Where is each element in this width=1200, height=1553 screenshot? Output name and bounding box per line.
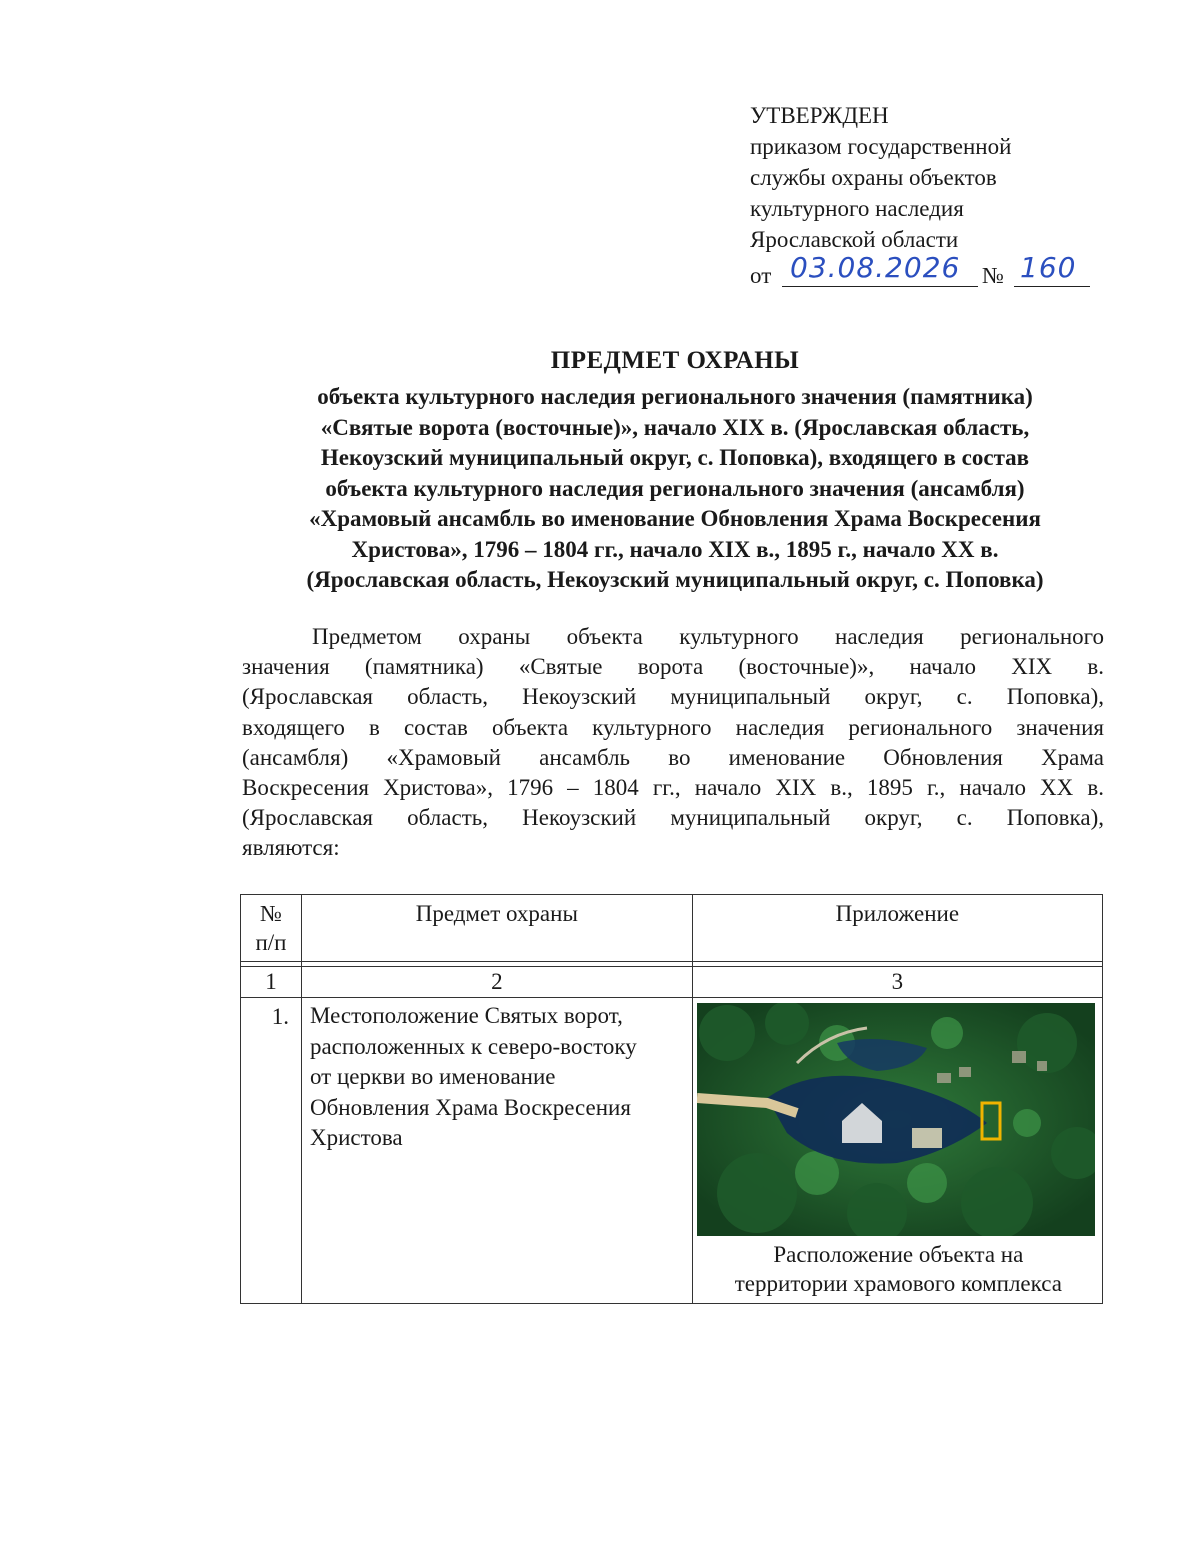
subject-line: Местоположение Святых ворот, (309, 1003, 623, 1028)
caption-line: территории храмового комплекса (734, 1271, 1062, 1296)
body-line: значения (памятника) «Святые ворота (восточные)», начало XIX в. (242, 654, 1104, 680)
subject-line: расположенных к северо-востоку (309, 1033, 637, 1059)
body-line: Предметом охраны объекта культурного наследия регионального (312, 624, 1104, 649)
handwritten-number: 160 (1020, 251, 1077, 284)
title-line: (Ярославская область, Некоузский муниципальный округ, с. Поповка) (306, 567, 1044, 592)
header-cell-number (241, 895, 302, 962)
row-number-cell: 1. (241, 998, 302, 1304)
title-line: объекта культурного наследия регионального значения (ансамбля) (325, 475, 1025, 501)
subject-line: от церкви во именование (309, 1064, 556, 1089)
approval-block (750, 100, 1130, 290)
number-underline (1014, 251, 1090, 287)
body-line: Воскресения Христова», 1796 – 1804 гг., начало XIX в., 1895 г., начало XX в. (242, 775, 1104, 801)
title-main: ПРЕДМЕТ ОХРАНЫ (550, 347, 800, 374)
body-line: являются: (242, 835, 340, 861)
column-number-cell: 1 (241, 967, 302, 998)
header-number-line: п/п (255, 930, 287, 955)
header-number-line: № (260, 901, 282, 926)
row-attachment-cell (692, 998, 1102, 1304)
approval-line: службы охраны объектов (750, 165, 997, 190)
handwritten-date: 03.08.2026 (790, 251, 961, 284)
subject-line: Христова (309, 1125, 403, 1150)
body-line: (Ярославская область, Некоузский муниципальный округ, с. Поповка), (242, 805, 1104, 831)
body-line: входящего в состав объекта культурного наследия регионального значения (242, 714, 1104, 740)
column-number-row (241, 967, 1103, 998)
approval-line: Ярославской области (750, 227, 959, 252)
protection-items-table (240, 894, 1103, 1304)
aerial-map-image (697, 1003, 1095, 1236)
caption-line: Расположение объекта на (773, 1242, 1024, 1267)
approval-line: приказом государственной (750, 134, 1012, 159)
table-header-row (241, 895, 1103, 962)
title-line: Некоузский муниципальный округ, с. Поповка), входящего в состав (320, 445, 1030, 470)
title-line: объекта культурного наследия регионального значения (памятника) (317, 384, 1033, 409)
table-row (241, 998, 1103, 1304)
title-line: «Храмовый ансамбль во именование Обновления Храма Воскресения (309, 506, 1041, 531)
title-subtitle (150, 382, 1200, 596)
title-line: «Святые ворота (восточные)», начало XIX в. (Ярославская область, (320, 414, 1030, 440)
body-paragraph (242, 622, 1104, 864)
approval-heading: УТВЕРЖДЕН (750, 103, 889, 128)
approval-date-line (750, 251, 1130, 290)
number-prefix: № (982, 263, 1004, 288)
attachment-caption (697, 1240, 1100, 1298)
approval-line: культурного наследия (750, 196, 964, 221)
title-line: Христова», 1796 – 1804 гг., начало XIX в., 1895 г., начало XX в. (351, 536, 999, 562)
body-line: (Ярославская область, Некоузский муниципальный округ, с. Поповка), (242, 684, 1104, 710)
subject-line: Обновления Храма Воскресения (309, 1094, 631, 1120)
header-cell-subject: Предмет охраны (301, 895, 692, 962)
body-line: (ансамбля) «Храмовый ансамбль во именование Обновления Храма (242, 744, 1104, 770)
date-underline (782, 251, 978, 287)
date-prefix: от (750, 263, 772, 288)
column-number-cell: 2 (301, 967, 692, 998)
header-cell-attachment: Приложение (692, 895, 1102, 962)
row-subject-cell (301, 998, 692, 1304)
column-number-cell: 3 (692, 967, 1102, 998)
document-title (150, 344, 1200, 596)
